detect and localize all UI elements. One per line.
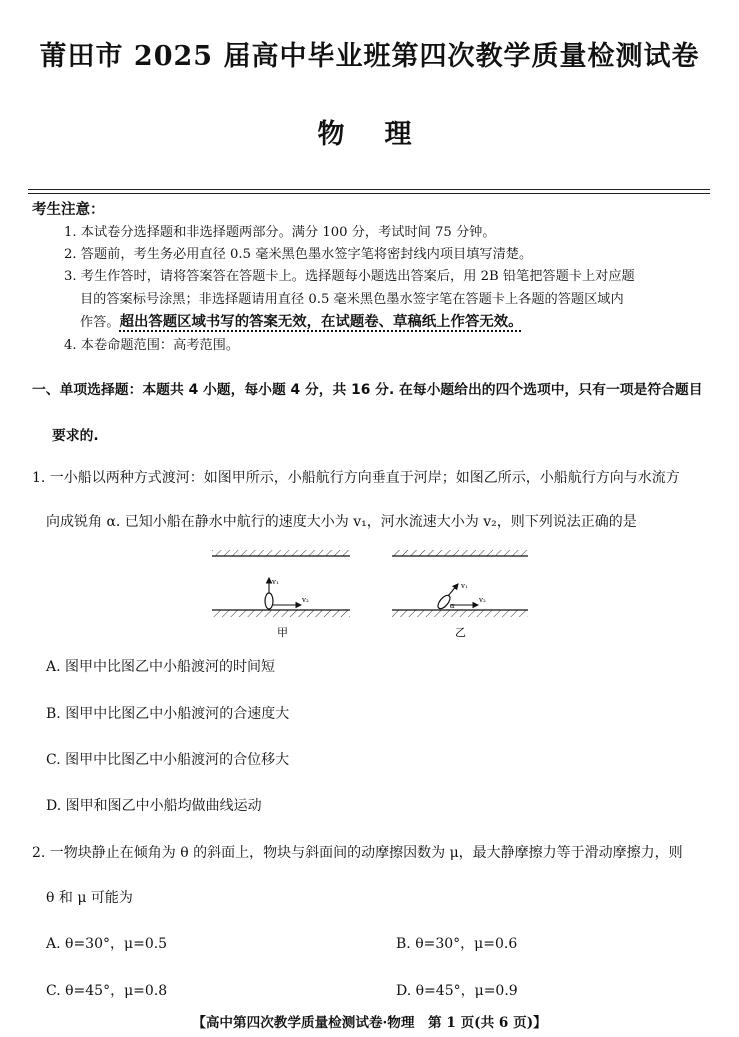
alpha-label: α [450,602,455,610]
question-1-stem: 1. 一小船以两种方式渡河：如图甲所示，小船航行方向垂直于河岸；如图乙所示，小船航行方向与水流方 [32,470,680,486]
caption-yi: 乙 [455,626,466,639]
question-1-stem-cont: 向成锐角 α. 已知小船在静水中航行的速度大小为 v₁，河水流速大小为 v₂，则下列说法正确的是 [46,514,637,530]
caption-jia: 甲 [277,626,288,639]
section-heading: 一、单项选择题：本题共 4 小题，每小题 4 分，共 16 分. 在每小题给出的四个选项中，只有一项是符合题目 [32,382,703,398]
notice-heading: 考生注意： [32,202,105,218]
divider-line [28,193,710,194]
q2-option-d: D. θ=45°，μ=0.9 [396,983,518,999]
notice-item: 4. 本卷命题范围：高考范围。 [64,338,240,353]
section-heading-cont: 要求的. [52,428,99,444]
q2-option-a: A. θ=30°，μ=0.5 [46,936,168,952]
notice-item: 3. 考生作答时，请将答案答在答题卡上。选择题每小题选出答案后，用 2B 铅笔把答题卡上对应题 [64,269,635,284]
figure-yi [392,550,528,639]
v2-label: v₂ [302,596,309,604]
q1-option-a: A. 图甲中比图乙中小船渡河的时间短 [46,659,276,675]
notice-item [80,310,523,331]
page-footer: 【高中第四次教学质量检测试卷·物理 第 1 页(共 6 页)】 [192,1015,547,1031]
v1-label: v₁ [461,582,468,590]
v1-label: v₁ [272,578,279,586]
q2-option-b: B. θ=30°，μ=0.6 [396,936,518,952]
notice-item: 2. 答题前，考生务必用直径 0.5 毫米黑色墨水签字笔将密封线内项目填写清楚。 [64,247,533,262]
exam-title: 莆田市 2025 届高中毕业班第四次教学质量检测试卷 [39,41,700,72]
question-2-stem-cont: θ 和 μ 可能为 [46,890,133,906]
emphasized-warning: 超出答题区域书写的答案无效，在试题卷、草稿纸上作答无效。 [119,314,523,330]
question-2-stem: 2. 一物块静止在倾角为 θ 的斜面上，物块与斜面间的动摩擦因数为 μ，最大静摩擦力等于滑动摩擦力，则 [32,845,683,861]
v2-label: v₂ [479,596,486,604]
q1-option-b: B. 图甲中比图乙中小船渡河的合速度大 [46,706,290,722]
notice-item: 1. 本试卷分选择题和非选择题两部分。满分 100 分，考试时间 75 分钟。 [64,225,496,240]
figure-jia [212,550,350,639]
q2-option-c: C. θ=45°，μ=0.8 [46,983,168,999]
notice-item-text: 作答。 [80,315,120,330]
notice-item: 目的答案标号涂黑；非选择题请用直径 0.5 毫米黑色墨水签字笔在答题卡上各题的答题区域内 [80,292,624,307]
q1-option-c: C. 图甲中比图乙中小船渡河的合位移大 [46,752,290,768]
subject-title: 物理 [317,119,452,150]
river-crossing-figure [206,548,536,644]
divider-line [28,189,710,190]
q1-option-d: D. 图甲和图乙中小船均做曲线运动 [46,798,262,814]
